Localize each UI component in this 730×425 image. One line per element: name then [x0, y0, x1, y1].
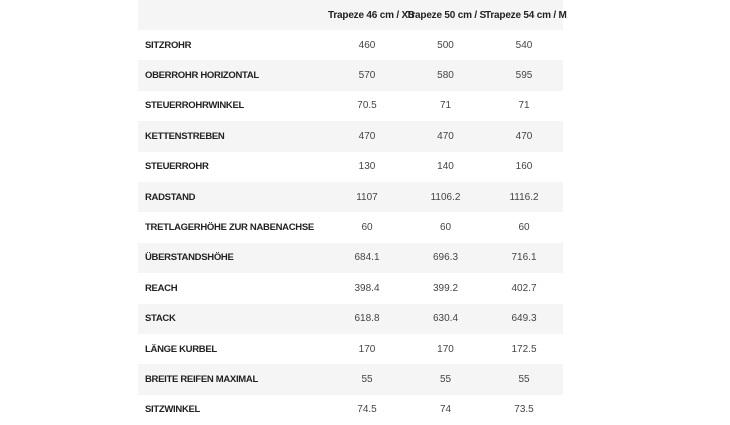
cell-value: 60 [439, 222, 452, 234]
table-row [138, 273, 563, 303]
cell-value: 140 [437, 161, 454, 173]
row-label: SITZROHR [145, 39, 192, 51]
cell-value: 618.8 [354, 313, 380, 325]
row-label: ÜBERSTANDSHÖHE [145, 252, 234, 264]
row-label: BREITE REIFEN MAXIMAL [145, 373, 258, 385]
table-row [138, 395, 563, 425]
column-header-m: Trapeze 54 cm / M [485, 9, 567, 21]
table-row [138, 30, 563, 60]
cell-value: 55 [518, 373, 530, 385]
row-label: STEUERROHRWINKEL [145, 100, 244, 112]
cell-value: 649.3 [511, 313, 537, 325]
cell-value: 55 [439, 373, 452, 385]
cell-value: 60 [518, 222, 530, 234]
cell-value: 55 [361, 373, 373, 385]
cell-value: 570 [358, 70, 376, 82]
cell-value: 60 [361, 222, 373, 234]
row-label: REACH [145, 282, 178, 294]
cell-value: 630.4 [432, 313, 459, 325]
cell-value: 595 [515, 70, 533, 82]
table-row [138, 60, 563, 90]
cell-value: 696.3 [432, 252, 459, 264]
cell-value: 71 [518, 100, 530, 112]
geometry-table [138, 0, 567, 425]
table-row [138, 212, 563, 242]
cell-value: 1107 [356, 191, 378, 203]
row-label: RADSTAND [145, 191, 196, 203]
cell-value: 70.5 [357, 100, 377, 112]
cell-value: 460 [358, 39, 376, 51]
header-empty-cell [138, 0, 328, 30]
table-row [138, 304, 563, 334]
row-label: LÄNGE KURBEL [145, 343, 217, 355]
cell-value: 160 [515, 161, 533, 173]
cell-value: 170 [358, 343, 376, 355]
cell-value: 398.4 [354, 282, 380, 294]
table-row [138, 334, 563, 364]
table-header-row [138, 0, 563, 30]
geometry-table-container [138, 0, 567, 425]
cell-value: 402.7 [511, 282, 537, 294]
row-label: STACK [145, 313, 176, 325]
cell-value: 540 [515, 39, 533, 51]
cell-value: 500 [437, 39, 454, 51]
table-row [138, 91, 563, 121]
cell-value: 74.5 [357, 404, 377, 416]
cell-value: 470 [437, 130, 454, 142]
cell-value: 1106.2 [430, 191, 461, 203]
table-row [138, 121, 563, 151]
cell-value: 170 [437, 343, 454, 355]
cell-value: 399.2 [432, 282, 459, 294]
cell-value: 73.5 [514, 404, 534, 416]
cell-value: 1116.2 [509, 191, 539, 203]
row-label: TRETLAGERHÖHE ZUR NABENACHSE [145, 222, 314, 234]
row-label: STEUERROHR [145, 161, 209, 173]
cell-value: 684.1 [354, 252, 380, 264]
row-label: OBERROHR HORIZONTAL [145, 70, 259, 82]
cell-value: 580 [437, 70, 454, 82]
cell-value: 74 [439, 404, 452, 416]
column-header-xs: Trapeze 46 cm / XS [328, 9, 415, 21]
table-row [138, 364, 563, 394]
cell-value: 172.5 [511, 343, 537, 355]
cell-value: 130 [358, 161, 376, 173]
row-label: KETTENSTREBEN [145, 130, 225, 142]
cell-value: 470 [515, 130, 533, 142]
table-row [138, 152, 563, 182]
row-label: SITZWINKEL [145, 404, 201, 416]
column-header-s: Trapeze 50 cm / S [406, 9, 486, 21]
cell-value: 716.1 [511, 252, 537, 264]
cell-value: 470 [358, 130, 376, 142]
table-row [138, 182, 563, 212]
table-row [138, 243, 563, 273]
cell-value: 71 [439, 100, 452, 112]
